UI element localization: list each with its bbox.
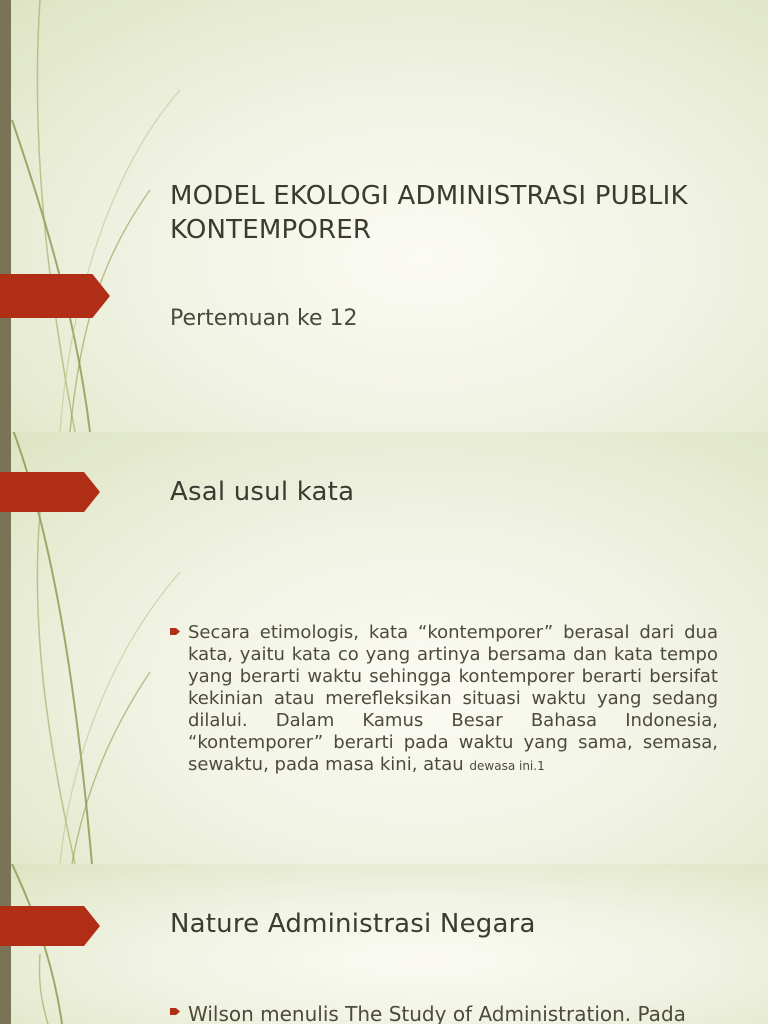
body-main-text: Wilson menulis The Study of Administration. Pada bbox=[188, 1002, 686, 1024]
slide-title: Nature Administrasi Negara bbox=[170, 909, 536, 939]
slide-title: MODEL EKOLOGI ADMINISTRASI PUBLIK KONTEMPORER bbox=[170, 181, 688, 245]
body-small-text: dewasa ini.1 bbox=[469, 758, 545, 773]
slide-2 bbox=[0, 432, 768, 864]
accent-flag bbox=[0, 906, 100, 946]
body-paragraph bbox=[188, 1002, 718, 1024]
body-paragraph bbox=[188, 622, 718, 776]
slide-1 bbox=[0, 0, 768, 432]
accent-flag bbox=[0, 472, 100, 512]
slide-3 bbox=[0, 864, 768, 1024]
slide-title: Asal usul kata bbox=[170, 477, 355, 507]
slide-subtitle: Pertemuan ke 12 bbox=[170, 306, 358, 331]
body-main-text: Secara etimologis, kata “kontemporer” berasal dari dua kata, yaitu kata co yang artinya bersama dan kata tempo yang berarti waktu sehingga kontemporer berarti bersifat kekinian atau merefleksikan situasi waktu yang sedang dilalui. Dalam Kamus Besar Bahasa Indonesia, “kontemporer” berarti pada waktu yang sama, semasa, sewaktu, pada masa kini, atau bbox=[188, 622, 718, 775]
accent-flag bbox=[0, 274, 110, 318]
